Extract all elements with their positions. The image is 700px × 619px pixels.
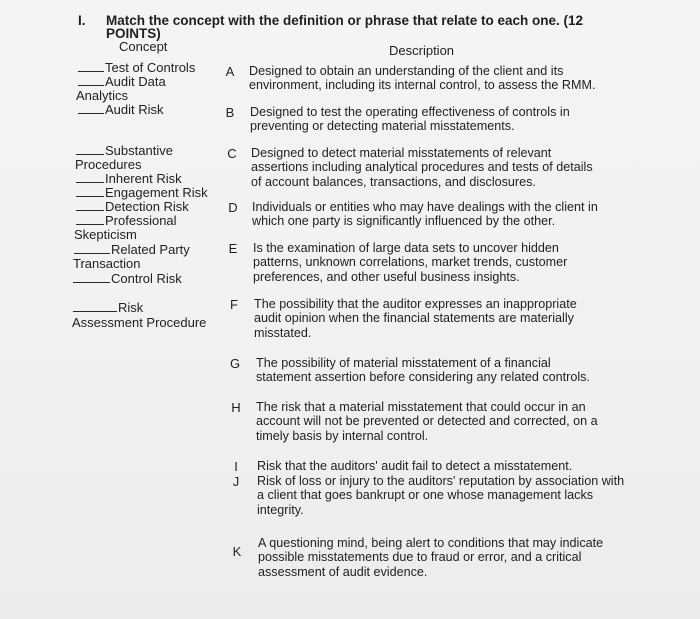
concept-audit-data-analytics — [78, 74, 166, 89]
concept-label-cont: Skepticism — [74, 227, 137, 242]
answer-blank[interactable] — [78, 103, 104, 114]
answer-blank[interactable] — [78, 75, 104, 86]
desc-text-g: The possibility of material misstatement of a financial statement assertion before considering any related controls. — [256, 356, 590, 385]
concept-label: Professional — [105, 213, 177, 228]
desc-text-k: A questioning mind, being alert to conditions that may indicate possible misstatements due to fraud or error, and a critical assessment of audit evidence. — [258, 536, 604, 579]
desc-text-f: The possibility that the auditor expresses an inappropriate audit opinion when the financial statements are materially misstated. — [254, 297, 577, 340]
concept-control-risk — [73, 271, 182, 286]
desc-text-a: Designed to obtain an understanding of the client and its environment, including its internal control, to assess the RMM. — [249, 64, 596, 93]
desc-letter-f: F — [230, 297, 238, 312]
desc-letter-c: C — [227, 146, 237, 161]
concept-label: Control Risk — [111, 271, 182, 286]
desc-letter-k: K — [232, 544, 242, 559]
desc-letter-i: I — [234, 459, 238, 474]
concept-label-cont: Analytics — [76, 88, 129, 103]
question-title-line2: POINTS) — [106, 26, 161, 41]
concept-label: Audit Risk — [105, 102, 164, 117]
desc-text-h: The risk that a material misstatement that could occur in an account will not be prevented or detected and corrected, on a timely basis by internal control. — [256, 400, 598, 443]
concept-label: Test of Controls — [105, 60, 196, 75]
question-number: I. — [78, 13, 86, 28]
desc-text-b: Designed to test the operating effectiveness of controls in preventing or detecting material misstatements. — [250, 105, 570, 134]
question-title-line1: Match the concept with the definition or phrase that relate to each one. (12 — [106, 13, 584, 28]
desc-text-j: Risk of loss or injury to the auditors' reputation by association with a client that goes bankrupt or one whose management lacks integrity. — [257, 474, 625, 517]
desc-text-d: Individuals or entities who may have dealings with the client in which one party is significantly influenced by the other. — [252, 200, 598, 229]
desc-letter-e: E — [228, 241, 238, 256]
concept-label: Substantive — [105, 143, 173, 158]
concept-professional-skepticism — [76, 213, 177, 228]
answer-blank[interactable] — [76, 186, 104, 197]
concept-detection-risk — [76, 199, 189, 214]
desc-letter-b: B — [225, 105, 235, 120]
answer-blank[interactable] — [73, 272, 110, 283]
concept-header: Concept — [119, 39, 168, 54]
concept-audit-risk — [78, 102, 164, 117]
concept-related-party-transaction — [74, 242, 190, 257]
concept-label-cont: Transaction — [73, 256, 141, 271]
concept-label-cont: Procedures — [75, 157, 142, 172]
description-header: Description — [389, 43, 455, 58]
answer-blank[interactable] — [73, 301, 117, 312]
desc-text-c: Designed to detect material misstatements of relevant assertions including analytical procedures and tests of details of account balances, transactions, and disclosures. — [251, 146, 593, 189]
answer-blank[interactable] — [76, 144, 104, 155]
concept-label: Engagement Risk — [105, 185, 208, 200]
concept-label: Risk — [118, 300, 144, 315]
desc-text-i: Risk that the auditors' audit fail to detect a misstatement. — [257, 459, 573, 473]
concept-substantive-procedures — [76, 143, 173, 158]
answer-blank[interactable] — [76, 214, 104, 225]
concept-engagement-risk — [76, 185, 208, 200]
concept-label: Inherent Risk — [105, 171, 182, 186]
concept-label: Audit Data — [105, 74, 166, 89]
concept-label: Related Party — [111, 242, 190, 257]
concept-risk-assessment-procedure — [73, 300, 143, 315]
desc-letter-h: H — [231, 400, 241, 415]
answer-blank[interactable] — [78, 61, 104, 72]
desc-text-e: Is the examination of large data sets to uncover hidden patterns, unknown correlations, market trends, customer preferences, and other useful business insights. — [253, 241, 568, 284]
desc-letter-j: J — [232, 474, 240, 489]
answer-blank[interactable] — [76, 200, 104, 211]
concept-test-of-controls — [78, 60, 195, 75]
concept-label: Detection Risk — [105, 199, 189, 214]
concept-label-cont: Assessment Procedure — [72, 315, 207, 330]
desc-letter-d: D — [228, 200, 238, 215]
desc-letter-g: G — [229, 356, 241, 371]
answer-blank[interactable] — [76, 172, 104, 183]
desc-letter-a: A — [225, 64, 235, 79]
concept-inherent-risk — [76, 171, 182, 186]
answer-blank[interactable] — [74, 243, 110, 254]
